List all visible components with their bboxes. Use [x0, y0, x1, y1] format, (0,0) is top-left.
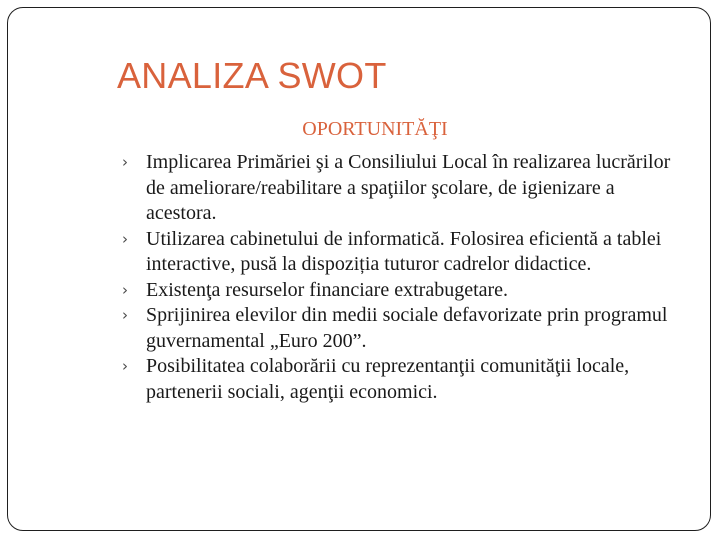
- list-item: [122, 278, 682, 304]
- bullet-list: [122, 150, 682, 405]
- list-item: [122, 303, 682, 354]
- chevron-right-icon: ›: [122, 229, 128, 248]
- chevron-right-icon: ›: [122, 280, 128, 299]
- chevron-right-icon: ›: [122, 306, 128, 324]
- bullet-text: Sprijinirea elevilor din medii sociale defavorizate prin programul guvernamental „Euro 200”.: [146, 304, 668, 352]
- slide-title: ANALIZA SWOT: [117, 55, 387, 96]
- bullet-text: Existenţa resurselor financiare extrabugetare.: [146, 278, 509, 301]
- list-item: [122, 354, 682, 405]
- section-subtitle: OPORTUNITĂŢI: [302, 118, 448, 140]
- bullet-text: Posibilitatea colaborării cu reprezentanţii comunităţii locale, partenerii sociali, agenţii economici.: [146, 355, 630, 403]
- list-item: [122, 150, 682, 227]
- chevron-right-icon: ›: [122, 357, 128, 375]
- chevron-right-icon: ›: [122, 153, 128, 171]
- bullet-text: Utilizarea cabinetului de informatică. Folosirea eficientă a tablei interactive, pusă la dispoziția tuturor cadrelor didactice.: [146, 227, 662, 275]
- list-item: [122, 227, 682, 278]
- bullet-text: Implicarea Primăriei şi a Consiliului Local în realizarea lucrărilor de ameliorare/reabilitare a spaţiilor şcolare, de igienizare a acestora.: [146, 151, 671, 224]
